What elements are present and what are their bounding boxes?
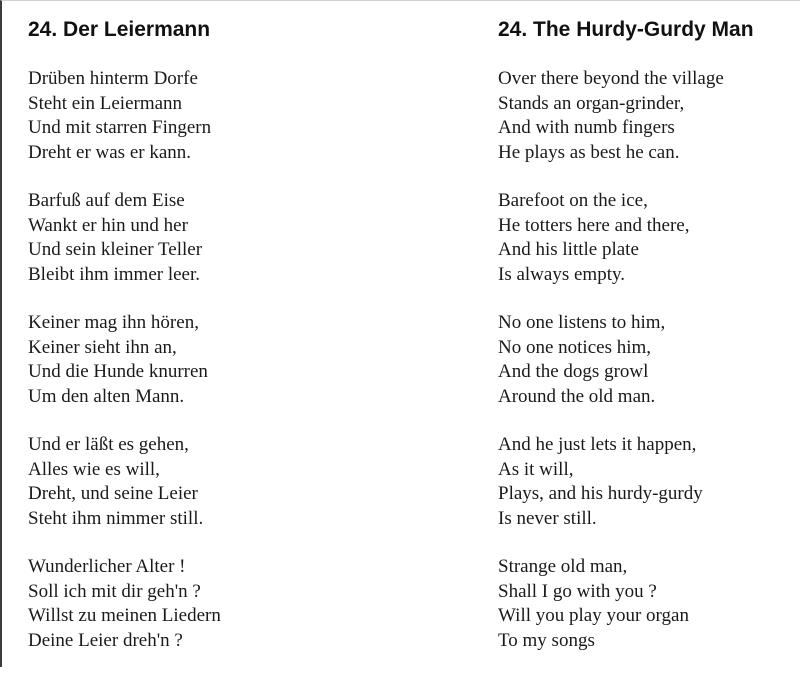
verse-line: Steht ein Leiermann: [28, 92, 183, 114]
verse-line: Und die Hunde knurren: [28, 361, 208, 382]
verse-line: Und sein kleiner Teller: [28, 239, 203, 260]
verse-line: No one listens to him,: [498, 312, 666, 333]
verse-line: Alles wie es will,: [28, 458, 160, 480]
verse-line: Dreht, und seine Leier: [28, 483, 198, 504]
verse-line: Wankt er hin und her: [28, 214, 188, 236]
verse-line: Barfuß auf dem Eise: [28, 190, 185, 211]
verse-line: Will you play your organ: [498, 605, 689, 626]
verse-line: And the dogs growl: [498, 361, 649, 382]
verse-line: Soll ich mit dir geh'n ?: [28, 580, 201, 602]
verse-line: Over there beyond the village: [498, 68, 724, 89]
verse-line: Around the old man.: [498, 385, 656, 407]
verse-line: Dreht er was er kann.: [28, 141, 192, 163]
german-stanza: [28, 433, 221, 531]
verse-line: Keiner mag ihn hören,: [28, 312, 199, 333]
verse-line: Barefoot on the ice,: [498, 190, 648, 211]
verse-line: As it will,: [498, 458, 574, 480]
german-stanzas: [28, 67, 221, 677]
verse-line: No one notices him,: [498, 336, 652, 358]
english-stanza: [498, 311, 724, 409]
english-stanza: [498, 433, 724, 531]
verse-line: Steht ihm nimmer still.: [28, 507, 204, 529]
german-stanza: [28, 67, 221, 165]
german-stanza: [28, 555, 221, 653]
english-stanza: [498, 189, 724, 287]
verse-line: Keiner sieht ihn an,: [28, 336, 177, 358]
verse-line: Deine Leier dreh'n ?: [28, 629, 183, 651]
verse-line: Plays, and his hurdy-gurdy: [498, 483, 703, 504]
verse-line: Is never still.: [498, 507, 597, 529]
verse-line: To my songs: [498, 629, 595, 651]
verse-line: He plays as best he can.: [498, 141, 680, 163]
german-stanza: [28, 311, 221, 409]
german-title: 24. Der Leiermann: [28, 18, 211, 41]
verse-line: Shall I go with you ?: [498, 580, 657, 602]
german-stanza: [28, 189, 221, 287]
english-stanzas: [498, 67, 724, 677]
verse-line: He totters here and there,: [498, 214, 690, 236]
english-title: 24. The Hurdy-Gurdy Man: [498, 18, 754, 41]
english-stanza: [498, 67, 724, 165]
verse-line: And he just lets it happen,: [498, 434, 697, 455]
verse-line: Bleibt ihm immer leer.: [28, 263, 201, 285]
verse-line: Wunderlicher Alter !: [28, 556, 186, 577]
verse-line: Strange old man,: [498, 556, 628, 577]
verse-line: Und er läßt es gehen,: [28, 434, 189, 455]
verse-line: Drüben hinterm Dorfe: [28, 68, 198, 89]
verse-line: Willst zu meinen Liedern: [28, 605, 221, 626]
verse-line: Is always empty.: [498, 263, 625, 285]
english-stanza: [498, 555, 724, 653]
verse-line: Um den alten Mann.: [28, 385, 185, 407]
verse-line: And his little plate: [498, 239, 639, 260]
verse-line: Stands an organ-grinder,: [498, 92, 685, 114]
verse-line: And with numb fingers: [498, 117, 675, 138]
verse-line: Und mit starren Fingern: [28, 117, 212, 138]
